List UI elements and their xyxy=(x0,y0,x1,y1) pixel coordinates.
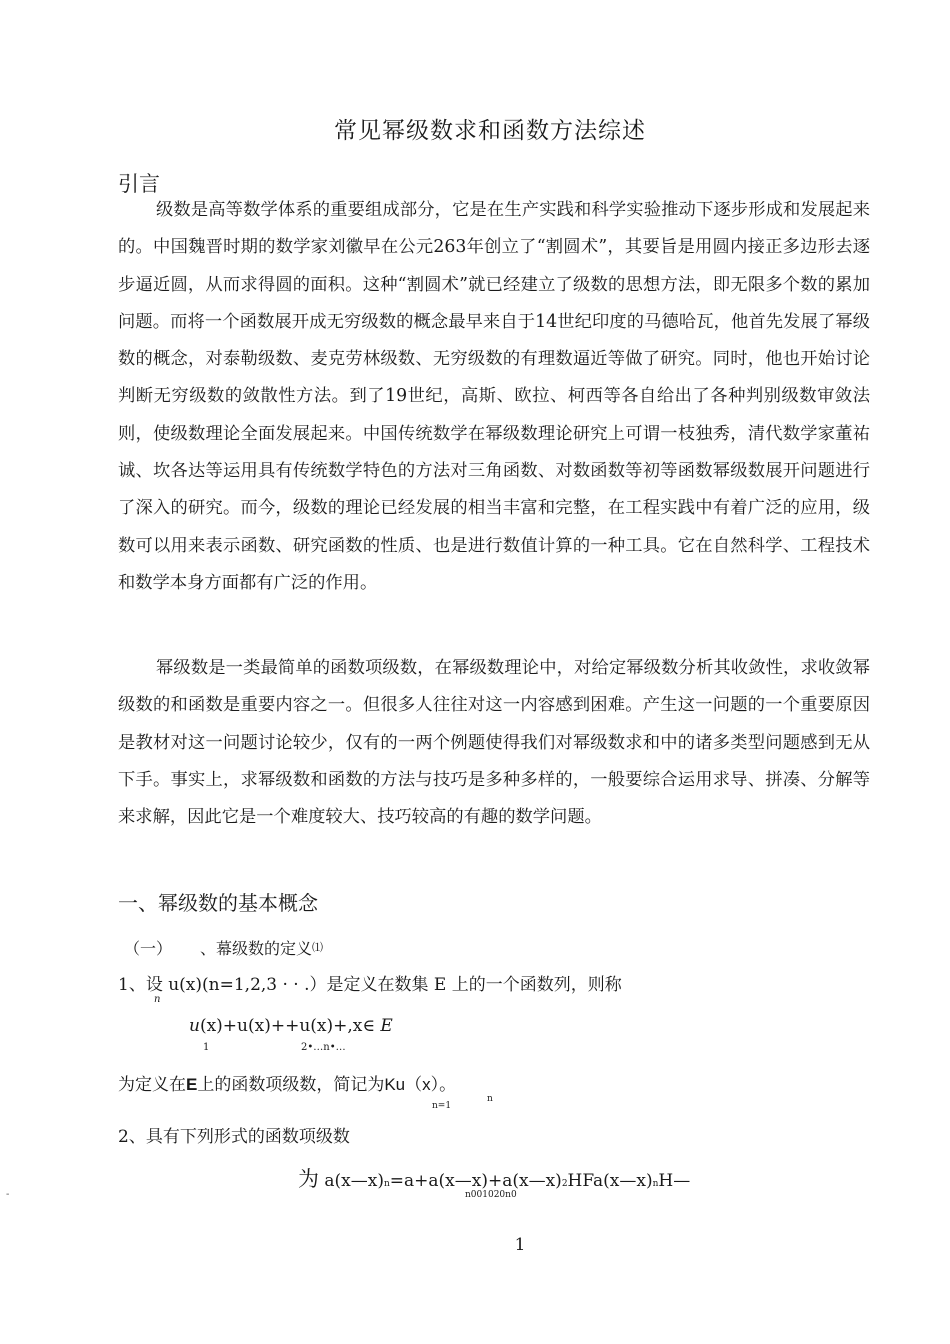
notation-symbol: Ku（x） xyxy=(384,1075,440,1094)
intro-heading: 引言 xyxy=(118,172,160,196)
subsection-reference: ⑴ xyxy=(312,941,324,954)
intro-paragraph-1 xyxy=(118,192,870,602)
notation-before: 为定义在 xyxy=(118,1075,186,1095)
intro-paragraph-2-text: 幂级数是一类最简单的函数项级数，在幂级数理论中，对给定幂级数分析其收敛性，求收敛幂级数的和函数是重要内容之一。但很多人往往对这一内容感到困难。产生这一问题的一个重要原因是教材对这一问题讨论较少，仅有的一两个例题使得我们对幂级数求和中的诸多类型问题感到无从下手。事实上，求幂级数和函数的方法与技巧是多种多样的，一般要综合运用求导、拼凑、分解等来求解，因此它是一个难度较大、技巧较高的有趣的数学问题。 xyxy=(118,658,870,828)
power-series-sub-n2: n xyxy=(652,1179,659,1189)
notation-middle: 上的函数项级数，简记为 xyxy=(197,1075,385,1095)
definition-item-1-subscript: n xyxy=(154,994,161,1005)
definition-item-2: 2、具有下列形式的函数项级数 xyxy=(118,1127,350,1147)
section-heading-basic-concepts: 一、幂级数的基本概念 xyxy=(118,891,318,915)
notation-lower-index: n=1 xyxy=(432,1101,452,1111)
power-series-part-a: a(x—x) xyxy=(319,1171,384,1191)
page-title: 常见幂级数求和函数方法综述 xyxy=(334,118,646,144)
subsection-prefix: （一） xyxy=(124,939,173,958)
series-formula-index-1: 1 xyxy=(203,1042,210,1053)
power-series-sub-2: 2 xyxy=(561,1179,568,1189)
series-formula-lead: u xyxy=(189,1016,200,1036)
margin-mark: - xyxy=(6,1189,10,1200)
definition-item-1 xyxy=(118,970,622,1005)
series-formula-set: E xyxy=(380,1016,393,1036)
power-series-formula xyxy=(298,1163,691,1200)
series-formula xyxy=(189,1016,393,1053)
subsection-label: 、幕级数的定义 xyxy=(200,939,313,958)
page-number: 1 xyxy=(514,1235,526,1255)
power-series-part-b: =a+a(x—x)+a(x—x) xyxy=(389,1171,562,1191)
power-series-part-d: H— xyxy=(658,1171,691,1191)
power-series-lead: 为 xyxy=(298,1167,319,1191)
intro-paragraph-2 xyxy=(118,650,870,836)
notation-upper-index: n xyxy=(487,1094,493,1104)
intro-paragraph-1-text: 级数是高等数学体系的重要组成部分，它是在生产实践和科学实验推动下逐步形成和发展起来的。中国魏晋时期的数学家刘徽早在公元263年创立了“割圆术”，其要旨是用圆内接正多边形去逐步逼近圆，从而求得圆的面积。这种“割圆术”就已经建立了级数的思想方法，即无限多个数的累加问题。而将一个函数展开成无穷级数的概念最早来自于14世纪印度的马德哈瓦，他首先发展了幂级数的概念，对泰勒级数、麦克劳林级数、无穷级数的有理数逼近等做了研究。同时，他也开始讨论判断无穷级数的敛散性方法。到了19世纪，高斯、欧拉、柯西等各自给出了各种判别级数审敛法则，使级数理论全面发展起来。中国传统数学在幂级数理论研究上可谓一枝独秀，清代数学家董祐诚、坎各达等运用具有传统数学特色的方法对三角函数、对数函数等初等函数幂级数展开问题进行了深入的研究。而今，级数的理论已经发展的相当丰富和完整，在工程实践中有着广泛的应用，级数可以用来表示函数、研究函数的性质、也是进行数值计算的一种工具。它在自然科学、工程技术和数学本身方面都有广泛的作用。 xyxy=(118,200,870,593)
power-series-indices: n001020n0 xyxy=(465,1190,517,1200)
subsection-heading xyxy=(124,936,323,959)
definition-item-1-text: 1、设 u(x)(n=1,2,3 · · .）是定义在数集 E 上的一个函数列，则称 xyxy=(118,975,622,995)
function-series-notation xyxy=(118,1070,493,1111)
power-series-sub-n: n xyxy=(383,1179,390,1189)
series-formula-body: (x)+u(x)++u(x)+,x∈ xyxy=(199,1016,381,1036)
power-series-part-c: HFa(x—x) xyxy=(567,1171,653,1191)
series-formula-index-2: 2•…n•… xyxy=(301,1042,346,1053)
notation-end: 。 xyxy=(439,1075,457,1095)
notation-set: E xyxy=(186,1075,198,1094)
